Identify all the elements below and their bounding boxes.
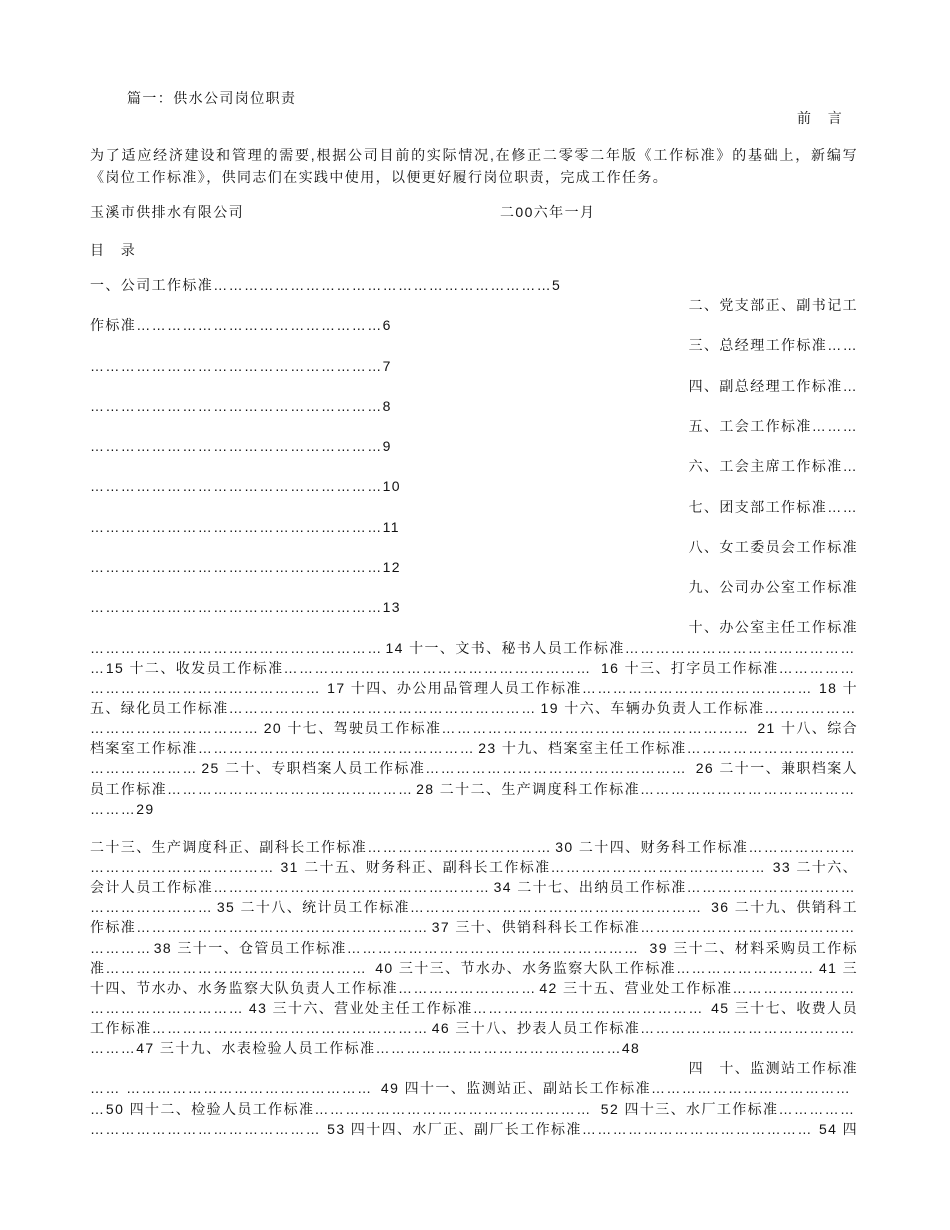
- toc-entry-text: 12: [382, 558, 401, 575]
- dot-leader: ……………………………………: [640, 919, 856, 936]
- toc-line: [90, 295, 858, 315]
- dot-leader: ……………………………………………………: [228, 699, 537, 716]
- toc-entry-text: 48: [621, 1040, 641, 1057]
- toc-entry-text: 35 二十八、统计员工作标准: [216, 899, 410, 916]
- dot-leader: ………………………………………: [581, 679, 813, 696]
- dot-leader: …………………………………………………: [90, 357, 383, 374]
- dot-leader: ………: [90, 1040, 137, 1057]
- dot-leader: …………………………………………: [167, 780, 414, 797]
- toc-entry-text: 54 四: [818, 1120, 858, 1137]
- toc-entry-text: 十四、节水办、水务监察大队负责人工作标准: [90, 979, 398, 996]
- toc-entry-text: 七、团支部工作标准……: [688, 498, 858, 515]
- toc-entry-text: 13: [382, 599, 401, 616]
- table-of-contents: [90, 275, 858, 1139]
- toc-entry-text: 23 十九、档案室主任工作标准: [478, 740, 687, 757]
- dot-leader: …………………………………………………: [409, 899, 703, 916]
- toc-line: [90, 837, 858, 857]
- dot-leader: ………………………………………………: [197, 740, 476, 757]
- toc-entry-text: 15 十二、收发员工作标准: [105, 659, 284, 676]
- dot-leader: …………………………………………………: [90, 478, 383, 495]
- toc-line: [90, 517, 858, 537]
- toc-entry-text: 50 四十二、检验人员工作标准: [105, 1100, 315, 1117]
- issue-date: 二00六年一月: [500, 204, 596, 220]
- toc-entry-text: 四、副总经理工作标准…: [688, 377, 858, 394]
- toc-entry-text: 8: [382, 397, 392, 414]
- dot-leader: …………………………………………………: [90, 558, 383, 575]
- toc-line: [90, 416, 858, 436]
- toc-block: [90, 837, 858, 1139]
- dot-leader: …………………………………………………: [90, 599, 383, 616]
- toc-entry-text: 19 十六、车辆办负责人工作标准: [540, 699, 765, 716]
- toc-entry-text: 7: [382, 357, 392, 374]
- toc-entry-text: ……: [90, 1080, 127, 1097]
- toc-entry-text: 47 三十九、水表检验人员工作标准: [136, 1040, 376, 1057]
- toc-line: [90, 877, 858, 897]
- dot-leader: ……………………………………: [640, 780, 856, 797]
- toc-entry-text: 会计人员工作标准: [90, 879, 214, 896]
- dot-leader: ………………………: [676, 959, 815, 976]
- toc-entry-text: 6: [382, 317, 392, 334]
- toc-line: [90, 779, 858, 799]
- toc-line: [90, 476, 858, 496]
- dot-leader: ………………………………………: [90, 679, 321, 696]
- dot-leader: …………: [90, 939, 152, 956]
- toc-line: [90, 698, 858, 718]
- toc-entry-text: 10: [382, 478, 401, 495]
- dot-leader: …………………………………………………………: [213, 277, 553, 293]
- toc-entry-text: 52 四十三、水厂工作标准: [600, 1100, 779, 1117]
- toc-entry-text: 17 十四、办公用品管理人员工作标准: [327, 679, 582, 696]
- dot-leader: …………………………………………………: [90, 438, 383, 455]
- toc-line: [90, 1078, 858, 1098]
- company-name: 玉溪市供排水有限公司: [90, 204, 244, 220]
- toc-entry-text: 六、工会主席工作标准…: [688, 458, 858, 475]
- toc-line: [90, 718, 858, 738]
- toc-line: [90, 577, 858, 597]
- toc-entry-text: 30 二十四、财务科工作标准: [555, 838, 749, 855]
- dot-leader: …………………: [90, 760, 198, 777]
- toc-entry-text: 五、工会工作标准………: [688, 417, 858, 434]
- toc-entry-text: 41 三: [818, 959, 858, 976]
- dot-leader: ……………: [778, 1100, 856, 1117]
- preface-heading: 前 言: [797, 110, 844, 126]
- toc-entry-text: 40 三十三、节水办、水务监察大队工作标准: [375, 959, 677, 976]
- dot-leader: ……………………………………………: [425, 760, 688, 777]
- dot-leader: …: [90, 659, 106, 676]
- toc-entry-text: 一、公司工作标准: [90, 277, 214, 293]
- toc-line: [90, 335, 858, 355]
- dot-leader: …………………………………………: [136, 317, 383, 334]
- toc-entry-text: 46 三十八、抄表人员工作标准: [431, 1020, 641, 1037]
- toc-line: [90, 998, 858, 1018]
- dot-leader: ………………………………………………: [314, 1100, 592, 1117]
- toc-line: [90, 1038, 858, 1058]
- dot-leader: …………………………………………………: [90, 397, 383, 414]
- toc-line: [90, 396, 858, 416]
- toc-entry-text: 42 三十五、营业处工作标准: [539, 979, 733, 996]
- dot-leader: ……………………………: [686, 740, 857, 757]
- dot-leader: …: [90, 1100, 106, 1117]
- toc-line: [90, 1018, 858, 1038]
- toc-heading: 目 录: [90, 242, 137, 258]
- toc-line: [90, 1099, 858, 1119]
- dot-leader: ………………………………: [367, 838, 553, 855]
- dot-leader: …………………………………………………: [346, 939, 640, 956]
- toc-entry-text: 39 三十二、材料采购员工作标: [649, 939, 858, 956]
- toc-entry-text: 45 三十七、收费人员: [711, 999, 858, 1016]
- toc-entry-text: 八、女工委员会工作标准: [688, 538, 858, 555]
- dot-leader: ………………: [764, 699, 857, 716]
- toc-line: [90, 497, 858, 517]
- toc-entry-text: 准: [90, 959, 106, 976]
- toc-entry-text: 16 十三、打字员工作标准: [600, 659, 779, 676]
- toc-entry-text: 9: [382, 438, 392, 455]
- dot-leader: ……………………………: [686, 879, 857, 896]
- dot-leader: ……………………………………………………: [283, 659, 592, 676]
- toc-entry-text: 作标准: [90, 919, 137, 936]
- toc-line: [90, 799, 858, 819]
- toc-entry-text: 25 二十、专职档案人员工作标准: [201, 760, 426, 777]
- dot-leader: ………………………: [398, 979, 537, 996]
- dot-leader: ……………………: [732, 979, 856, 996]
- toc-entry-text: 36 二十九、供销科工: [711, 899, 858, 916]
- toc-line: [90, 315, 858, 335]
- toc-entry-text: 五、绿化员工作标准: [90, 699, 229, 716]
- dot-leader: ……………………………………………: [105, 959, 368, 976]
- dot-leader: ………………………………………: [624, 639, 856, 656]
- dot-leader: …………………………………………………: [136, 919, 429, 936]
- toc-entry-text: 作标准: [90, 317, 137, 334]
- toc-entry-text: 三、总经理工作标准……: [688, 337, 858, 354]
- dot-leader: ……………………………………: [640, 1020, 856, 1037]
- toc-entry-text: 九、公司办公室工作标准: [688, 579, 858, 596]
- toc-entry-text: 28 二十二、生产调度科工作标准: [416, 780, 640, 797]
- toc-entry-text: 工作标准: [90, 1020, 152, 1037]
- toc-entry-text: 31 二十五、财务科正、副科长工作标准: [280, 858, 551, 875]
- dot-leader: ………………………………………: [581, 1120, 813, 1137]
- toc-entry-text: 11: [382, 518, 400, 535]
- toc-line: [90, 356, 858, 376]
- toc-entry-text: 43 三十六、营业处主任工作标准: [248, 999, 473, 1016]
- dot-leader: ………………………………………: [90, 1120, 321, 1137]
- dot-leader: ………………………………: [90, 858, 275, 875]
- toc-line: [90, 617, 858, 637]
- toc-line: [90, 537, 858, 557]
- toc-line: [90, 658, 858, 678]
- toc-entry-text: 33 二十六、: [772, 858, 858, 875]
- toc-entry-text: 53 四十四、水厂正、副厂长工作标准: [327, 1120, 582, 1137]
- toc-entry-text: 14 十一、文书、秘书人员工作标准: [385, 639, 625, 656]
- toc-entry-text: 37 三十、供销科科长工作标准: [431, 919, 641, 936]
- dot-leader: ………………………………………………: [151, 1020, 429, 1037]
- toc-entry-text: 29: [136, 800, 155, 817]
- toc-entry-text: 18 十: [818, 679, 858, 696]
- toc-block: [90, 275, 858, 819]
- preface-paragraph: 为了适应经济建设和管理的需要,根据公司目前的实际情况,在修正二零零二年版《工作标准》的基础上，新编写《岗位工作标准》，供同志们在实践中使用，以便更好履行岗位职责，完成工作任务。: [90, 147, 858, 185]
- toc-line: [90, 436, 858, 456]
- dot-leader: …………………………: [90, 999, 244, 1016]
- toc-entry-text: 员工作标准: [90, 780, 167, 797]
- toc-entry-text: 十、办公室主任工作标准: [688, 619, 858, 636]
- toc-entry-text: 四 十、监测站工作标准: [688, 1060, 858, 1077]
- dot-leader: …………………: [748, 838, 857, 855]
- dot-leader: ……………………………………: [550, 858, 767, 875]
- toc-line: [90, 758, 858, 778]
- toc-line: [90, 557, 858, 577]
- dot-leader: …………………………………………………: [90, 639, 383, 656]
- dot-leader: ………………………………………………: [213, 879, 491, 896]
- dot-leader: ………: [90, 800, 137, 817]
- toc-line: [90, 938, 858, 958]
- dot-leader: ………………………………………: [472, 999, 704, 1016]
- document-title: 篇一：供水公司岗位职责: [127, 90, 297, 106]
- toc-line: [90, 857, 858, 877]
- toc-entry-text: 26 二十一、兼职档案人: [695, 760, 858, 777]
- toc-line: [90, 897, 858, 917]
- toc-line: [90, 275, 858, 295]
- toc-line: [90, 597, 858, 617]
- toc-line: [90, 1058, 858, 1078]
- toc-entry-text: 二、党支部正、副书记工: [688, 297, 858, 314]
- toc-line: [90, 917, 858, 937]
- dot-leader: …………………………………: [650, 1080, 852, 1097]
- toc-line: [90, 978, 858, 998]
- toc-entry-text: 二十三、生产调度科正、副科长工作标准: [90, 838, 368, 855]
- dot-leader: ……………………………………………………: [441, 720, 750, 737]
- dot-leader: …………………………………………: [375, 1040, 622, 1057]
- dot-leader: …………………………………………: [126, 1080, 373, 1097]
- toc-line: [90, 376, 858, 396]
- toc-line: [90, 738, 858, 758]
- toc-entry-text: 34 二十七、出纳员工作标准: [493, 879, 687, 896]
- dot-leader: ……………: [778, 659, 856, 676]
- toc-entry-text: 21 十八、综合: [757, 720, 858, 737]
- dot-leader: ……………………………: [90, 720, 260, 737]
- toc-line: [90, 958, 858, 978]
- toc-entry-text: 38 三十一、仓管员工作标准: [153, 939, 347, 956]
- toc-entry-text: 20 十七、驾驶员工作标准: [263, 720, 442, 737]
- dot-leader: …………………………………………………: [90, 518, 383, 535]
- toc-line: [90, 638, 858, 658]
- toc-line: [90, 1119, 858, 1139]
- toc-entry-text: 5: [552, 277, 562, 293]
- toc-line: [90, 456, 858, 476]
- dot-leader: ……………………: [90, 899, 214, 916]
- toc-line: [90, 678, 858, 698]
- toc-entry-text: 档案室工作标准: [90, 740, 198, 757]
- toc-entry-text: 49 四十一、监测站正、副站长工作标准: [380, 1080, 651, 1097]
